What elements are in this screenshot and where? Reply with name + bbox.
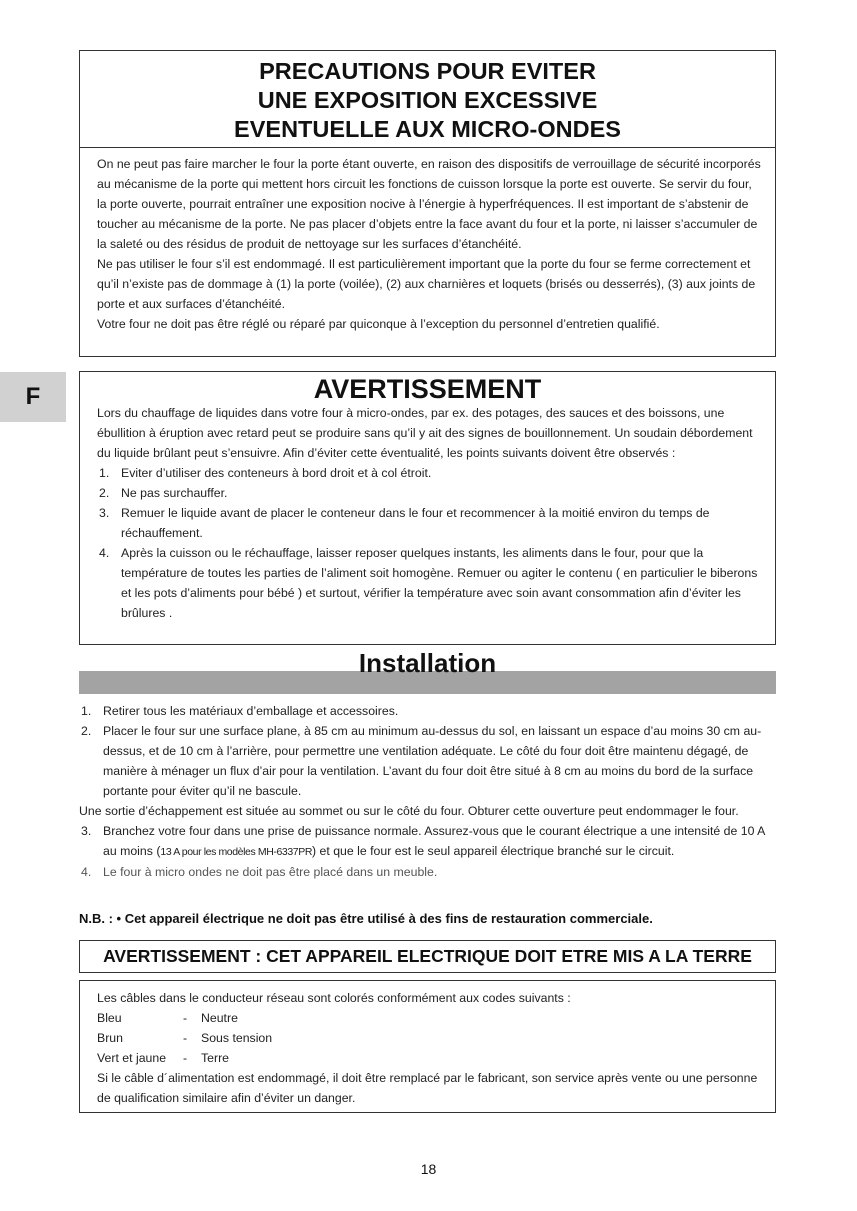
cable-row — [97, 1028, 763, 1048]
item-number: 4. — [99, 546, 110, 560]
item-text: Placer le four sur une surface plane, à 85 cm au minimum au-dessus du sol, en laissant un espace d’au moins 30 cm au-dessus, et de 10 cm à l’arrière, pour permettre une ventilation adéquate. Le côté du four doit être maintenu dégagé, de manière à ménager un flux d’air pour la ventilation. L’avant du four doit être situé à 8 cm au moins du bord de la surface portante pour éviter qu’il ne bascule. — [103, 724, 762, 798]
installation-title: Installation — [358, 648, 497, 678]
precautions-body — [97, 154, 763, 334]
item-text-part-1: Branchez votre four dans une prise de puissance normale. Assurez-vous que le courant électrique a une intensité de 10 A au moins ( — [103, 824, 765, 858]
installation-list-b — [79, 821, 779, 882]
avertissement-title: AVERTISSEMENT — [313, 374, 542, 404]
precautions-box — [79, 50, 776, 357]
cable-meaning: Terre — [201, 1051, 230, 1065]
cable-meaning: Neutre — [201, 1011, 238, 1025]
page-number: 18 — [420, 1161, 437, 1177]
precautions-title-line-1: PRECAUTIONS POUR EVITER — [259, 58, 596, 84]
cable-dash: - — [183, 1031, 188, 1045]
item-text: Eviter d’utiliser des conteneurs à bord droit et à col étroit. — [121, 466, 432, 480]
precautions-divider — [80, 147, 775, 148]
precautions-paragraph-3: Votre four ne doit pas être réglé ou réparé par quiconque à l’exception du personnel d’entretien qualifié. — [97, 317, 660, 331]
item-number: 2. — [99, 486, 110, 500]
item-number: 3. — [81, 824, 92, 838]
cables-note: Si le câble d´alimentation est endommagé, il doit être remplacé par le fabricant, son service après vente ou une personne de qualification similaire afin d’éviter un danger. — [97, 1071, 758, 1105]
avertissement-item — [97, 463, 763, 483]
cable-color: Vert et jaune — [97, 1051, 167, 1065]
item-number: 1. — [99, 466, 110, 480]
installation-body — [79, 701, 779, 882]
cable-color: Brun — [97, 1031, 123, 1045]
precautions-paragraph-1: On ne peut pas faire marcher le four la porte étant ouverte, en raison des dispositifs de verrouillage de sécurité incorporés au mécanisme de la porte qui mettent hors circuit les fonctions de cuisson lorsque la porte est ouverte. Se servir du four, la porte ouverte, pourrait entraîner une exposition nocive à l’énergie à hyperfréquences. Il est important de s’abstenir de toucher au mécanisme de la porte. Ne pas placer d’objets entre la face avant du four et la porte, ni laisser s’accumuler de la saleté ou des résidus de produit de nettoyage sur les surfaces d’étanchéité. — [97, 157, 761, 251]
precautions-title-line-2: UNE EXPOSITION EXCESSIVE — [257, 87, 598, 113]
item-number: 2. — [81, 724, 92, 738]
exhaust-note: Une sortie d’échappement est située au sommet ou sur le côté du four. Obturer cette ouverture peut endommager le four. — [79, 804, 739, 818]
cables-body — [97, 988, 763, 1108]
item-text: Ne pas surchauffer. — [121, 486, 228, 500]
precautions-title — [80, 57, 775, 144]
cables-intro: Les câbles dans le conducteur réseau sont colorés conformément aux codes suivants : — [97, 991, 571, 1005]
model-note: 13 A pour les modèles MH-6337PR — [160, 846, 313, 858]
item-text: Le four à micro ondes ne doit pas être placé dans un meuble. — [103, 865, 438, 879]
installation-item — [79, 862, 779, 882]
cable-dash: - — [183, 1011, 188, 1025]
language-tab: F — [0, 372, 66, 422]
earth-warning-title: AVERTISSEMENT : CET APPAREIL ELECTRIQUE DOIT ETRE MIS A LA TERRE — [79, 940, 776, 973]
item-text-part-2: ) et que le four est le seul appareil électrique branché sur le circuit. — [312, 844, 675, 858]
precautions-title-line-3: EVENTUELLE AUX MICRO-ONDES — [234, 116, 621, 142]
item-text: Remuer le liquide avant de placer le conteneur dans le four et recommencer à la moitié environ du temps de réchauffement. — [121, 506, 710, 540]
installation-item — [79, 821, 779, 862]
item-number: 1. — [81, 704, 92, 718]
cable-meaning: Sous tension — [201, 1031, 273, 1045]
avertissement-item — [97, 483, 763, 503]
item-number: 4. — [81, 865, 92, 879]
avertissement-list — [97, 463, 763, 623]
installation-item — [79, 721, 779, 801]
avertissement-item — [97, 503, 763, 543]
item-text: Après la cuisson ou le réchauffage, laisser reposer quelques instants, les aliments dans le four, pour que la température de toutes les parties de l’aliment soit homogène. Remuer ou agiter le contenu ( en particulier le biberons et les pots d’aliments pour bébé ) et surtout, vérifier la température avec soin avant consommation afin d’éviter les brûlures . — [121, 546, 758, 620]
avertissement-box — [79, 371, 776, 645]
avertissement-body — [97, 403, 763, 623]
avertissement-item — [97, 543, 763, 623]
avertissement-intro: Lors du chauffage de liquides dans votre four à micro-ondes, par ex. des potages, des sauces et des boissons, une ébullition à éruption avec retard peut se produire sans qu’il y ait des signes de bouillonnement. Un soudain débordement du liquide brûlant peut s’ensuivre. Afin d’éviter cette éventualité, les points suivants doivent être observés : — [97, 406, 753, 460]
cable-dash: - — [183, 1051, 188, 1065]
cable-row — [97, 1008, 763, 1028]
installation-item — [79, 701, 779, 721]
cable-row — [97, 1048, 763, 1068]
nb-note: N.B. : • Cet appareil électrique ne doit pas être utilisé à des fins de restauration commerciale. — [79, 911, 653, 926]
precautions-paragraph-2: Ne pas utiliser le four s’il est endommagé. Il est particulièrement important que la porte du four se ferme correctement et qu’il n’existe pas de dommage à (1) la porte (voilée), (2) aux charnières et loquets (brisés ou desserrés), (3) aux joints de porte et aux surfaces d’étanchéité. — [97, 257, 756, 311]
cables-box — [79, 980, 776, 1113]
installation-list-a — [79, 701, 779, 801]
cable-color: Bleu — [97, 1011, 122, 1025]
item-number: 3. — [99, 506, 110, 520]
item-text: Retirer tous les matériaux d’emballage et accessoires. — [103, 704, 399, 718]
